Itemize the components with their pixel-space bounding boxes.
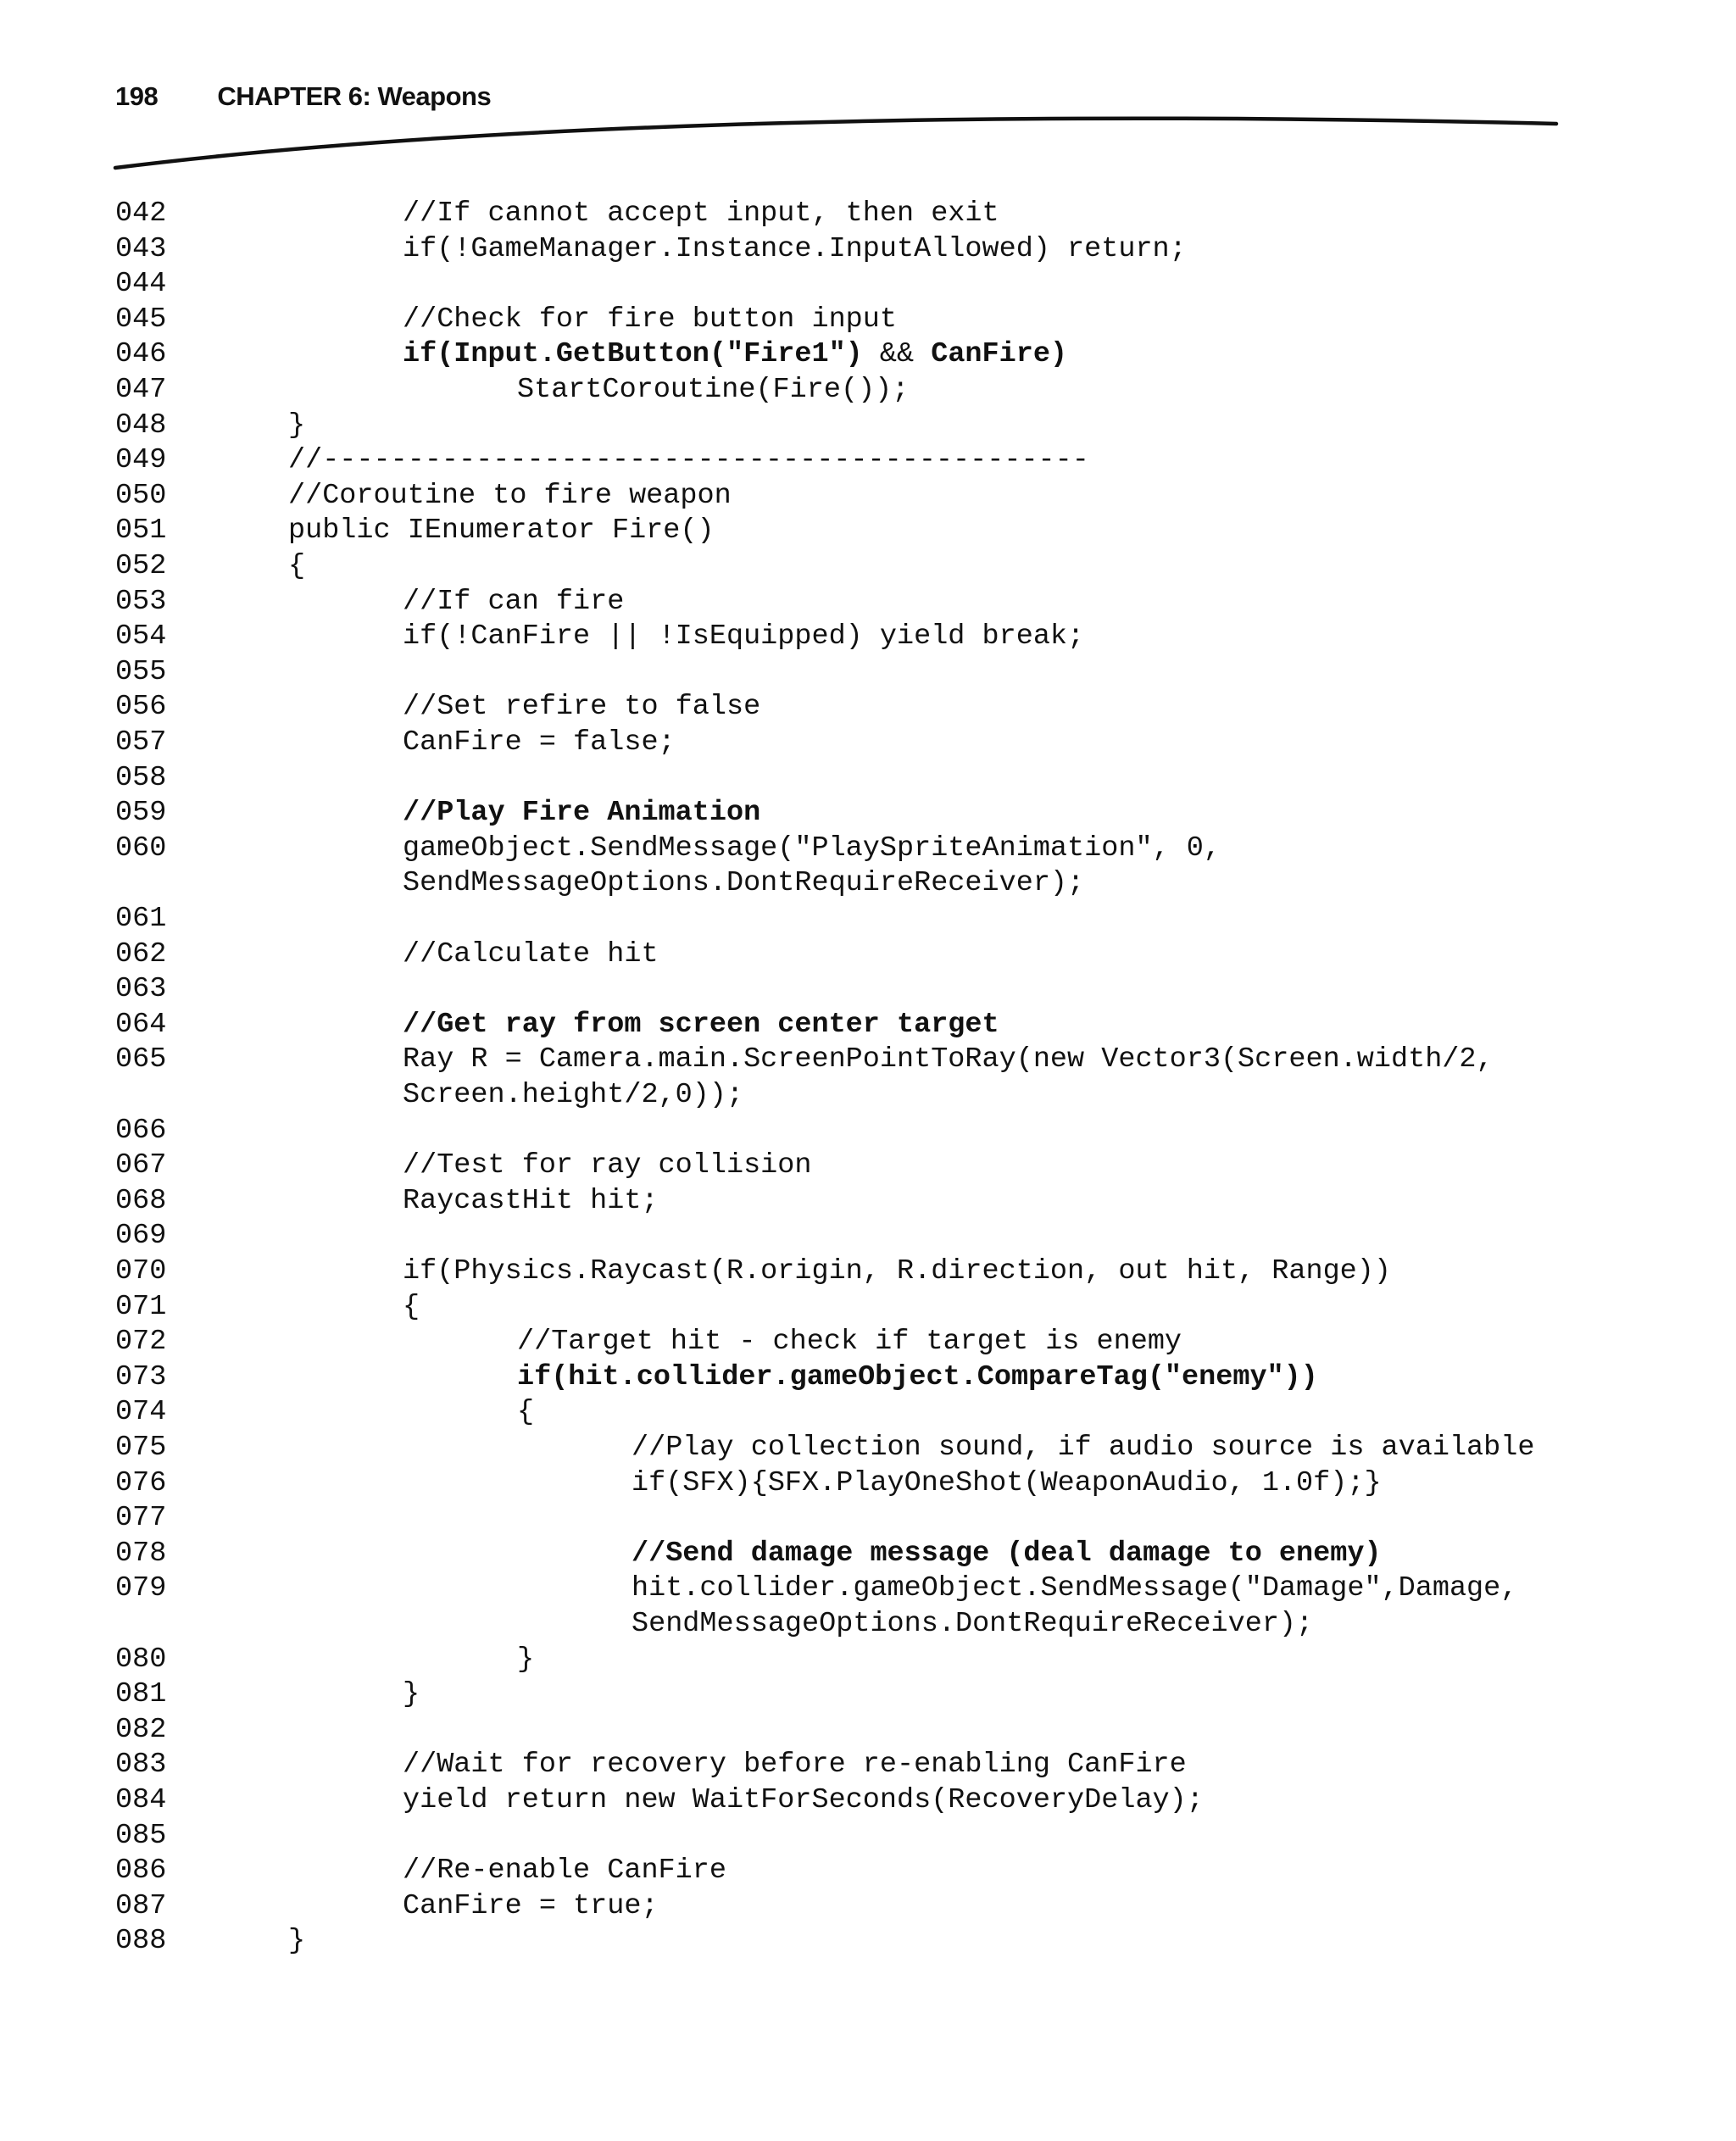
line-number: 066	[115, 1114, 167, 1147]
code-line	[0, 937, 1736, 973]
line-number: 048	[115, 409, 167, 442]
code-text	[403, 726, 676, 761]
code-segment: {	[288, 550, 306, 582]
line-number: 043	[115, 232, 167, 265]
code-text	[403, 937, 659, 973]
code-line	[0, 232, 1736, 268]
line-number: 046	[115, 338, 167, 371]
code-line	[0, 972, 1736, 1008]
line-number: 055	[115, 655, 167, 688]
code-emphasis: //Send damage message (deal damage to enemy)	[632, 1537, 1382, 1570]
code-text	[403, 831, 1221, 867]
line-number: 071	[115, 1290, 167, 1323]
code-text	[288, 479, 732, 514]
code-line	[0, 337, 1736, 373]
code-segment: CanFire = true;	[403, 1889, 659, 1922]
code-line	[0, 1290, 1736, 1326]
code-text	[403, 1078, 743, 1114]
code-segment: SendMessageOptions.DontRequireReceiver);	[403, 867, 1085, 900]
code-line	[0, 796, 1736, 831]
code-text	[632, 1607, 1313, 1643]
code-line	[0, 197, 1736, 232]
code-segment: //Wait for recovery before re-enabling CanFire	[403, 1749, 1187, 1782]
code-segment: }	[288, 409, 306, 442]
code-text	[403, 620, 1084, 655]
line-number: 086	[115, 1855, 167, 1888]
code-text	[403, 1290, 420, 1326]
line-number: 058	[115, 761, 167, 794]
code-segment: SendMessageOptions.DontRequireReceiver);	[632, 1608, 1314, 1640]
code-text	[517, 373, 909, 409]
line-number: 079	[115, 1572, 167, 1605]
code-segment: //Play collection sound, if audio source is available	[632, 1432, 1535, 1464]
code-segment: RaycastHit hit;	[403, 1184, 659, 1217]
code-text	[632, 1571, 1517, 1607]
code-segment: yield return new WaitForSeconds(RecoveryDelay);	[403, 1784, 1204, 1816]
code-segment: }	[517, 1643, 535, 1676]
line-number: 082	[115, 1713, 167, 1746]
code-text	[517, 1643, 534, 1678]
code-segment: //Target hit - check if target is enemy	[517, 1326, 1182, 1359]
code-emphasis: //Get ray from screen center target	[403, 1008, 999, 1041]
code-line	[0, 1466, 1736, 1502]
code-segment: //Set refire to false	[403, 691, 761, 724]
code-line	[0, 1148, 1736, 1184]
line-number: 074	[115, 1396, 167, 1429]
code-segment: CanFire = false;	[403, 726, 676, 759]
code-segment: Ray R = Camera.main.ScreenPointToRay(new Vector3(Screen.width/2,	[403, 1043, 1494, 1076]
line-number: 044	[115, 268, 167, 301]
code-text	[403, 1254, 1391, 1290]
code-segment: {	[403, 1290, 420, 1323]
line-number: 087	[115, 1889, 167, 1922]
code-text	[403, 866, 1084, 902]
code-line	[0, 585, 1736, 620]
code-text	[403, 1748, 1187, 1783]
code-line	[0, 409, 1736, 444]
line-number: 075	[115, 1432, 167, 1464]
code-text	[403, 1043, 1494, 1078]
code-text	[288, 1924, 305, 1960]
code-text	[403, 585, 624, 620]
line-number: 076	[115, 1466, 167, 1499]
code-segment: if(!GameManager.Instance.InputAllowed) return;	[403, 232, 1187, 265]
line-number: 068	[115, 1184, 167, 1217]
code-line	[0, 1254, 1736, 1290]
code-text	[632, 1431, 1534, 1466]
line-number: 052	[115, 550, 167, 582]
code-line	[0, 373, 1736, 409]
line-number: 060	[115, 831, 167, 865]
code-text	[517, 1360, 1318, 1396]
line-number: 064	[115, 1008, 167, 1041]
line-number: 063	[115, 973, 167, 1006]
code-line	[0, 1043, 1736, 1078]
code-line	[0, 831, 1736, 867]
line-number: 057	[115, 726, 167, 759]
code-text	[288, 443, 1089, 479]
code-line	[0, 1008, 1736, 1043]
line-number: 080	[115, 1643, 167, 1676]
code-line	[0, 1713, 1736, 1749]
code-text	[632, 1537, 1382, 1572]
code-segment: //If cannot accept input, then exit	[403, 197, 999, 230]
code-line	[0, 549, 1736, 585]
code-text	[403, 197, 999, 232]
line-number: 067	[115, 1149, 167, 1182]
line-number: 083	[115, 1749, 167, 1782]
code-text	[517, 1325, 1182, 1360]
chapter-title: CHAPTER 6: Weapons	[217, 81, 492, 111]
code-emphasis: if(hit.collider.gameObject.CompareTag("enemy"))	[517, 1360, 1318, 1393]
code-emphasis: CanFire)	[931, 338, 1068, 371]
code-segment: gameObject.SendMessage("PlaySpriteAnimation", 0,	[403, 831, 1221, 865]
code-line	[0, 620, 1736, 655]
code-text	[403, 337, 1067, 373]
code-text	[403, 1889, 659, 1925]
code-line	[0, 1748, 1736, 1783]
code-line	[0, 1431, 1736, 1466]
code-segment: //---------------------------------------------	[288, 444, 1089, 477]
code-segment: if(!CanFire || !IsEquipped) yield break;	[403, 620, 1085, 653]
line-number: 050	[115, 479, 167, 512]
code-segment: hit.collider.gameObject.SendMessage("Damage",Damage,	[632, 1572, 1518, 1605]
code-segment: if(Physics.Raycast(R.origin, R.direction, out hit, Range))	[403, 1255, 1391, 1287]
code-segment: }	[403, 1678, 420, 1711]
code-line	[0, 514, 1736, 549]
code-segment: public IEnumerator Fire()	[288, 514, 715, 548]
line-number: 045	[115, 303, 167, 336]
code-text	[403, 1008, 999, 1043]
line-number: 077	[115, 1502, 167, 1535]
line-number: 070	[115, 1255, 167, 1287]
code-text	[403, 690, 760, 726]
code-line	[0, 1783, 1736, 1819]
line-number: 056	[115, 691, 167, 724]
line-number: 078	[115, 1537, 167, 1570]
code-line	[0, 1571, 1736, 1607]
line-number: 069	[115, 1220, 167, 1253]
line-number: 049	[115, 444, 167, 477]
code-line	[0, 1819, 1736, 1855]
code-text	[403, 1677, 420, 1713]
code-line	[0, 1078, 1736, 1114]
code-line	[0, 726, 1736, 761]
line-number: 059	[115, 797, 167, 830]
code-line	[0, 1889, 1736, 1925]
code-text	[288, 549, 305, 585]
code-text	[403, 1783, 1204, 1819]
code-segment: //Coroutine to fire weapon	[288, 479, 732, 512]
code-line	[0, 1643, 1736, 1678]
code-line	[0, 1607, 1736, 1643]
line-number: 042	[115, 197, 167, 230]
code-text	[403, 1184, 659, 1220]
code-line	[0, 1537, 1736, 1572]
code-line	[0, 1325, 1736, 1360]
code-text	[403, 1148, 811, 1184]
code-line	[0, 1184, 1736, 1220]
code-line	[0, 1360, 1736, 1396]
code-line	[0, 902, 1736, 937]
code-line	[0, 1501, 1736, 1537]
code-segment: }	[288, 1925, 306, 1958]
code-line	[0, 267, 1736, 303]
code-segment: &&	[862, 338, 932, 371]
code-segment: Screen.height/2,0));	[403, 1079, 744, 1111]
code-line	[0, 690, 1736, 726]
line-number: 061	[115, 903, 167, 935]
line-number: 062	[115, 937, 167, 970]
code-line	[0, 1854, 1736, 1889]
code-line	[0, 655, 1736, 691]
code-line	[0, 1219, 1736, 1254]
code-segment: //Test for ray collision	[403, 1149, 812, 1182]
page-number: 198	[115, 81, 159, 111]
line-number: 084	[115, 1784, 167, 1816]
code-line	[0, 303, 1736, 338]
code-segment: StartCoroutine(Fire());	[517, 374, 910, 406]
code-segment: //Re-enable CanFire	[403, 1855, 726, 1888]
code-line	[0, 1677, 1736, 1713]
line-number: 051	[115, 514, 167, 548]
code-line	[0, 761, 1736, 797]
line-number: 072	[115, 1326, 167, 1359]
line-number: 065	[115, 1043, 167, 1076]
code-segment: //Check for fire button input	[403, 303, 897, 336]
code-text	[288, 409, 305, 444]
code-line	[0, 479, 1736, 514]
code-segment: //If can fire	[403, 585, 625, 618]
code-segment: if(SFX){SFX.PlayOneShot(WeaponAudio, 1.0f);}	[632, 1466, 1382, 1499]
code-text	[517, 1395, 534, 1431]
code-emphasis: //Play Fire Animation	[403, 797, 761, 830]
code-line	[0, 1924, 1736, 1960]
code-line	[0, 443, 1736, 479]
line-number: 081	[115, 1678, 167, 1711]
code-line	[0, 1114, 1736, 1149]
code-line	[0, 1395, 1736, 1431]
line-number: 085	[115, 1819, 167, 1852]
line-number: 088	[115, 1925, 167, 1958]
code-emphasis: if(Input.GetButton("Fire1")	[403, 338, 863, 371]
line-number: 073	[115, 1360, 167, 1393]
code-segment: {	[517, 1396, 535, 1429]
code-text	[288, 514, 715, 549]
code-text	[403, 303, 897, 338]
code-text	[403, 1854, 726, 1889]
code-segment: //Calculate hit	[403, 937, 659, 970]
code-text	[632, 1466, 1382, 1502]
code-line	[0, 866, 1736, 902]
line-number: 047	[115, 374, 167, 406]
code-text	[403, 796, 760, 831]
code-text	[403, 232, 1187, 268]
line-number: 054	[115, 620, 167, 653]
line-number: 053	[115, 585, 167, 618]
